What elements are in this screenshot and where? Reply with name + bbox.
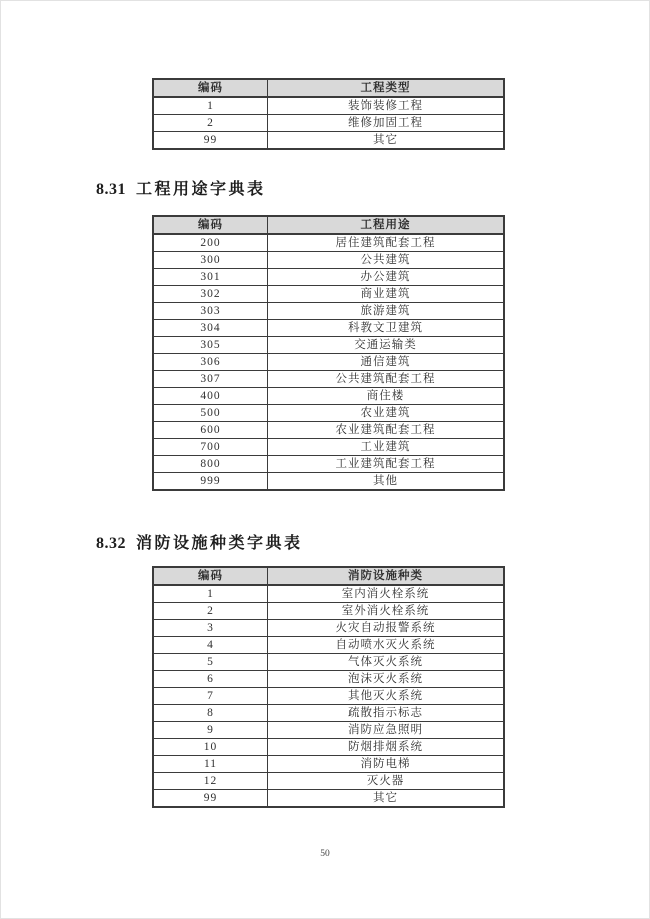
value-cell: 室外消火栓系统 (268, 603, 505, 620)
code-cell: 3 (153, 620, 268, 637)
value-cell: 火灾自动报警系统 (268, 620, 505, 637)
value-cell: 通信建筑 (268, 354, 505, 371)
value-cell: 旅游建筑 (268, 303, 505, 320)
code-cell: 12 (153, 773, 268, 790)
table-row (153, 620, 504, 637)
value-cell: 工业建筑 (268, 439, 505, 456)
table-row (153, 337, 504, 354)
table-row (153, 405, 504, 422)
value-cell: 公共建筑 (268, 252, 505, 269)
table-row (153, 637, 504, 654)
project-usage-table-body (153, 234, 504, 490)
table-row (153, 671, 504, 688)
value-cell: 泡沫灭火系统 (268, 671, 505, 688)
code-cell: 500 (153, 405, 268, 422)
table-row (153, 303, 504, 320)
code-cell: 5 (153, 654, 268, 671)
table-row (153, 790, 504, 808)
project-type-table-header (153, 79, 504, 97)
table-row (153, 132, 504, 150)
value-cell: 公共建筑配套工程 (268, 371, 505, 388)
table-row (153, 234, 504, 252)
code-cell: 4 (153, 637, 268, 654)
code-cell: 800 (153, 456, 268, 473)
project-usage-table (152, 215, 505, 491)
code-cell: 10 (153, 739, 268, 756)
table-row (153, 688, 504, 705)
column-header-code: 编码 (153, 567, 268, 585)
table-row (153, 473, 504, 491)
value-cell: 其它 (268, 132, 505, 150)
value-cell: 其他 (268, 473, 505, 491)
table-row (153, 115, 504, 132)
code-cell: 99 (153, 790, 268, 808)
value-cell: 消防应急照明 (268, 722, 505, 739)
table-row (153, 439, 504, 456)
table-row (153, 705, 504, 722)
table-row (153, 320, 504, 337)
table-row (153, 773, 504, 790)
value-cell: 室内消火栓系统 (268, 585, 505, 603)
value-cell: 商业建筑 (268, 286, 505, 303)
value-cell: 其它 (268, 790, 505, 808)
code-cell: 7 (153, 688, 268, 705)
section-title: 消防设施种类字典表 (136, 535, 303, 552)
table-row (153, 722, 504, 739)
header-row (153, 216, 504, 234)
fire-facility-table (152, 566, 505, 808)
table-row (153, 97, 504, 115)
table-row (153, 422, 504, 439)
page-number: 50 (320, 849, 330, 859)
table-row (153, 269, 504, 286)
code-cell: 303 (153, 303, 268, 320)
table-row (153, 371, 504, 388)
fire-facility-table-body (153, 585, 504, 807)
value-cell: 其他灭火系统 (268, 688, 505, 705)
code-cell: 1 (153, 97, 268, 115)
code-cell: 305 (153, 337, 268, 354)
column-header-project-type: 工程类型 (268, 79, 505, 97)
code-cell: 999 (153, 473, 268, 491)
value-cell: 自动喷水灭火系统 (268, 637, 505, 654)
value-cell: 科教文卫建筑 (268, 320, 505, 337)
table-row (153, 756, 504, 773)
table-row (153, 739, 504, 756)
fire-facility-table-header (153, 567, 504, 585)
code-cell: 302 (153, 286, 268, 303)
table-row (153, 456, 504, 473)
value-cell: 维修加固工程 (268, 115, 505, 132)
project-type-table (152, 78, 505, 150)
column-header-code: 编码 (153, 79, 268, 97)
code-cell: 301 (153, 269, 268, 286)
value-cell: 农业建筑配套工程 (268, 422, 505, 439)
project-usage-table-header (153, 216, 504, 234)
code-cell: 8 (153, 705, 268, 722)
value-cell: 工业建筑配套工程 (268, 456, 505, 473)
code-cell: 6 (153, 671, 268, 688)
code-cell: 9 (153, 722, 268, 739)
code-cell: 600 (153, 422, 268, 439)
value-cell: 办公建筑 (268, 269, 505, 286)
value-cell: 商住楼 (268, 388, 505, 405)
code-cell: 307 (153, 371, 268, 388)
header-row (153, 79, 504, 97)
column-header-code: 编码 (153, 216, 268, 234)
value-cell: 防烟排烟系统 (268, 739, 505, 756)
table-row (153, 388, 504, 405)
table-row (153, 603, 504, 620)
section-number: 8.32 (96, 535, 126, 552)
value-cell: 灭火器 (268, 773, 505, 790)
section-title: 工程用途字典表 (136, 181, 266, 198)
code-cell: 400 (153, 388, 268, 405)
section-number: 8.31 (96, 181, 126, 198)
code-cell: 306 (153, 354, 268, 371)
code-cell: 300 (153, 252, 268, 269)
section-heading-8-31 (96, 180, 266, 200)
section-heading-8-32 (96, 534, 303, 554)
table-row (153, 354, 504, 371)
table-row (153, 654, 504, 671)
value-cell: 疏散指示标志 (268, 705, 505, 722)
value-cell: 居住建筑配套工程 (268, 234, 505, 252)
code-cell: 200 (153, 234, 268, 252)
code-cell: 11 (153, 756, 268, 773)
code-cell: 1 (153, 585, 268, 603)
project-type-table-body (153, 97, 504, 149)
code-cell: 99 (153, 132, 268, 150)
code-cell: 2 (153, 603, 268, 620)
column-header-fire-facility-kind: 消防设施种类 (268, 567, 505, 585)
column-header-project-usage: 工程用途 (268, 216, 505, 234)
value-cell: 装饰装修工程 (268, 97, 505, 115)
code-cell: 2 (153, 115, 268, 132)
code-cell: 700 (153, 439, 268, 456)
table-row (153, 585, 504, 603)
table-row (153, 286, 504, 303)
table-row (153, 252, 504, 269)
value-cell: 农业建筑 (268, 405, 505, 422)
value-cell: 气体灭火系统 (268, 654, 505, 671)
code-cell: 304 (153, 320, 268, 337)
header-row (153, 567, 504, 585)
value-cell: 消防电梯 (268, 756, 505, 773)
value-cell: 交通运输类 (268, 337, 505, 354)
